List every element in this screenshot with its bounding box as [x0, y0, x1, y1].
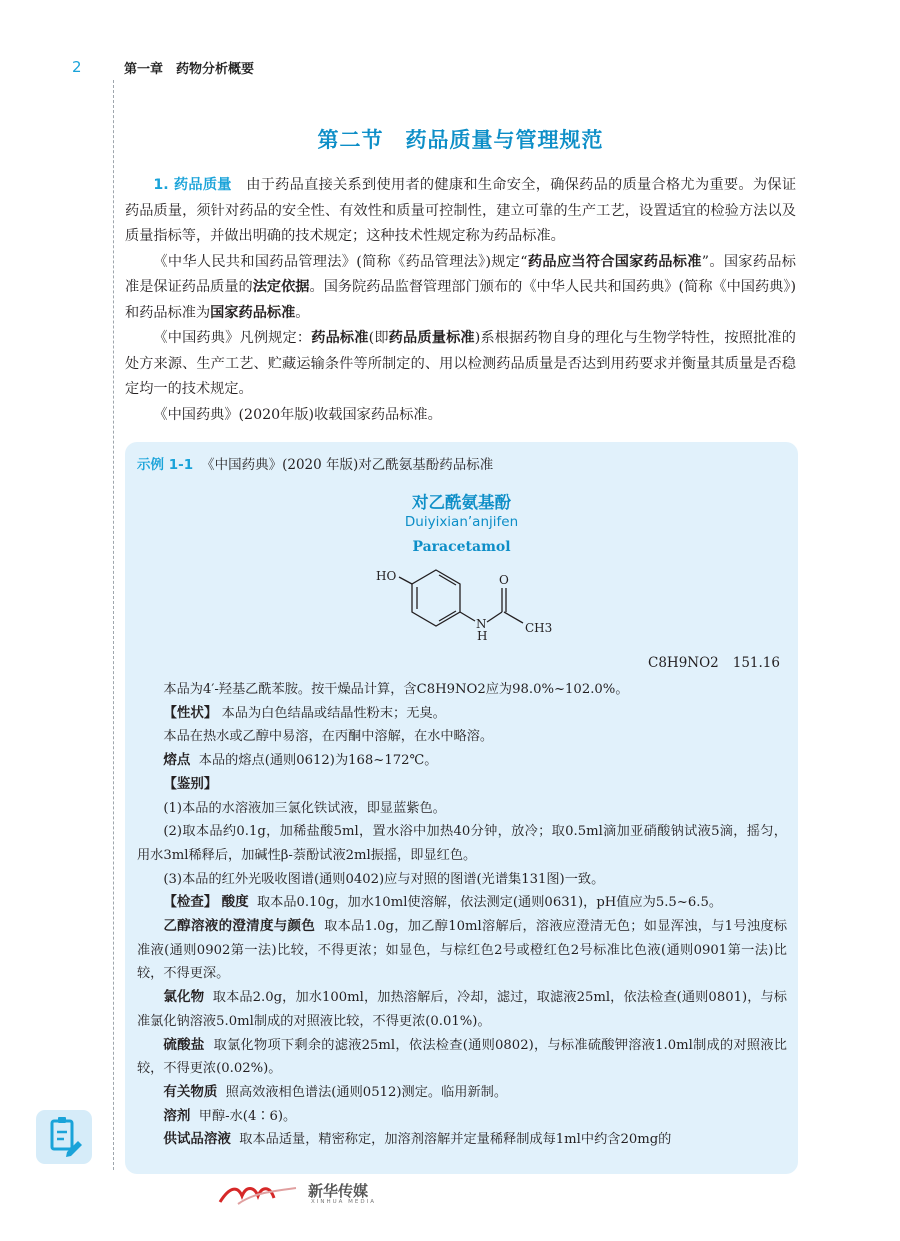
identification-3: (3)本品的红外光吸收图谱(通则0402)应与对照的图谱(光谱集131图)一致。: [163, 871, 605, 887]
example-title: 《中国药典》(2020 年版)对乙酰氨基酚药品标准: [201, 457, 494, 473]
example-box: [125, 442, 798, 1174]
check-acidity: 【检查】 酸度 取本品0.10g，加水10ml使溶解，依法测定(通则0631)，pH值应为5.5~6.5。: [163, 894, 723, 911]
subheading-drug-quality: 1. 药品质量: [153, 177, 232, 193]
paragraph-drug-law: 《中华人民共和国药品管理法》(简称《药品管理法》)规定“药品应当符合国家药品标准”。国家药品标准是保证药品质量的法定依据。国务院药品监督管理部门颁布的《中华人民共和国药典》(简称《中国药典》)和药品标准为国家药品标准。: [125, 253, 796, 321]
main-text: [125, 173, 796, 428]
identification-heading: 【鉴别】: [163, 775, 218, 792]
check-clarity: 乙醇溶液的澄清度与颜色 取本品1.0g，加乙醇10ml溶解后，溶液应澄清无色；如显浑浊，与1号浊度标准液(通则0902第一法)比较，不得更浓；如显色，与棕红色2号或橙红色2号标准比色液(通则0901第一法)比较，不得更深。: [137, 918, 788, 982]
page-number: 2: [72, 58, 82, 76]
check-solvent: 溶剂 甲醇-水(4∶6)。: [163, 1107, 297, 1124]
paragraph-edition: 《中国药典》(2020年版)收载国家药品标准。: [153, 406, 442, 423]
example-label: 示例 1-1: [137, 457, 194, 473]
structure-label-o: O: [499, 573, 509, 587]
melting-point-line: 熔点 本品的熔点(通则0612)为168~172℃。: [163, 752, 438, 769]
structure-label-ch3: CH3: [525, 621, 553, 635]
drug-name-pinyin: Duiyixian’anjifen: [404, 514, 519, 530]
identification-1: (1)本品的水溶液加三氯化铁试液，即显蓝紫色。: [163, 800, 446, 816]
running-header: [0, 58, 900, 82]
paragraph-drug-quality: 1. 药品质量 由于药品直接关系到使用者的健康和生命安全，确保药品的质量合格尤为重要。为保证药品质量，须针对药品的安全性、有效性和质量可控制性，建立可靠的生产工艺，设置适宜的检验方法以及质量指标等，并做出明确的技术规定；这种技术性规定称为药品标准。: [125, 177, 797, 244]
publisher-name-cn: 新华传媒: [308, 1182, 369, 1200]
drug-name-en: Paracetamol: [412, 539, 511, 555]
notes-icon: [36, 1110, 92, 1164]
characters-line: 【性状】 本品为白色结晶或结晶性粉末；无臭。: [163, 704, 446, 721]
monograph-description: 本品为4′-羟基乙酰苯胺。按干燥品计算，含C8H9NO2应为98.0%~102.0%。: [163, 682, 629, 697]
margin-divider: [113, 80, 114, 1170]
example-heading: [137, 453, 493, 473]
paragraph-pharmacopoeia: 《中国药典》凡例规定：药品标准(即药品质量标准)系根据药物自身的理化与生物学特性，按照批准的处方来源、生产工艺、贮藏运输条件等所制定的、用以检测药品质量是否达到用药要求并衡量其质量是否稳定均一的技术规定。: [125, 330, 796, 397]
publisher-logo: [218, 1180, 408, 1210]
drug-name-cn: 对乙酰氨基酚: [412, 493, 511, 512]
structure-diagram: [368, 566, 558, 656]
publisher-logo-mark: [218, 1180, 300, 1208]
check-chloride: 氯化物 取本品2.0g，加水100ml，加热溶解后，冷却，滤过，取滤液25ml，依法检查(通则0801)，与标准氯化钠溶液5.0ml制成的对照液比较，不得更浓(0.01%)。: [137, 989, 787, 1029]
check-related-substances: 有关物质 照高效液相色谱法(通则0512)测定。临用新制。: [163, 1083, 508, 1100]
structure-label-h: H: [477, 629, 488, 643]
monograph-text: [137, 678, 787, 1152]
publisher-name-en: XINHUA MEDIA: [311, 1199, 377, 1205]
molecular-weight: 151.16: [732, 655, 780, 671]
check-test-solution: 供试品溶液 取本品适量，精密称定，加溶剂溶解并定量稀释制成每1ml中约含20mg的: [163, 1131, 672, 1148]
structure-label-n: N: [476, 617, 487, 631]
formula-text: C8H9NO2: [648, 655, 719, 671]
solubility-line: 本品在热水或乙醇中易溶，在丙酮中溶解，在水中略溶。: [163, 729, 494, 745]
molecular-formula: [648, 655, 780, 671]
structure-label-ho: HO: [376, 569, 397, 583]
section-title: 第二节 药品质量与管理规范: [317, 128, 604, 152]
identification-2: (2)取本品约0.1g，加稀盐酸5ml，置水浴中加热40分钟，放冷；取0.5ml滴加亚硝酸钠试液5滴，摇匀，用水3ml稀释后，加碱性β-萘酚试液2ml振摇，即显红色。: [137, 824, 787, 863]
check-sulfate: 硫酸盐 取氯化物项下剩余的滤液25ml，依法检查(通则0802)，与标准硫酸钾溶液1.0ml制成的对照液比较，不得更浓(0.02%)。: [137, 1036, 787, 1077]
chapter-title: 第一章 药物分析概要: [124, 62, 255, 77]
